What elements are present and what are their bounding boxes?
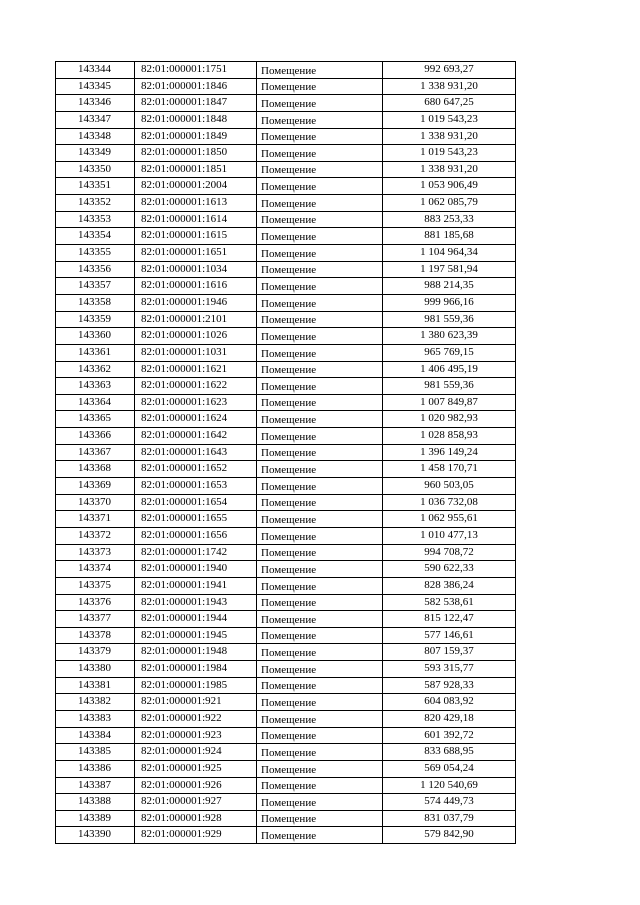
object-type-cell: Помещение (257, 428, 383, 445)
row-number-cell: 143346 (56, 95, 135, 112)
row-number-cell: 143365 (56, 411, 135, 428)
table-row (56, 544, 516, 561)
table-row (56, 444, 516, 461)
cadastral-value-cell: 965 769,15 (383, 344, 516, 361)
object-type-cell: Помещение (257, 511, 383, 528)
object-type-cell: Помещение (257, 294, 383, 311)
cadastral-value-cell: 833 688,95 (383, 744, 516, 761)
object-type-cell: Помещение (257, 211, 383, 228)
cadastral-number-cell: 82:01:000001:1613 (135, 195, 257, 212)
object-type-cell: Помещение (257, 378, 383, 395)
table-row (56, 278, 516, 295)
cadastral-number-cell: 82:01:000001:1031 (135, 344, 257, 361)
cadastral-value-cell: 881 185,68 (383, 228, 516, 245)
row-number-cell: 143386 (56, 760, 135, 777)
row-number-cell: 143357 (56, 278, 135, 295)
table-row (56, 760, 516, 777)
cadastral-number-cell: 82:01:000001:1985 (135, 677, 257, 694)
row-number-cell: 143374 (56, 561, 135, 578)
cadastral-number-cell: 82:01:000001:2004 (135, 178, 257, 195)
row-number-cell: 143383 (56, 710, 135, 727)
row-number-cell: 143349 (56, 145, 135, 162)
cadastral-value-cell: 831 037,79 (383, 810, 516, 827)
row-number-cell: 143353 (56, 211, 135, 228)
row-number-cell: 143376 (56, 594, 135, 611)
cadastral-number-cell: 82:01:000001:1944 (135, 611, 257, 628)
object-type-cell: Помещение (257, 594, 383, 611)
row-number-cell: 143354 (56, 228, 135, 245)
cadastral-value-cell: 992 693,27 (383, 62, 516, 79)
object-type-cell: Помещение (257, 777, 383, 794)
cadastral-number-cell: 82:01:000001:1655 (135, 511, 257, 528)
cadastral-number-cell: 82:01:000001:1623 (135, 394, 257, 411)
table-row (56, 527, 516, 544)
cadastral-number-cell: 82:01:000001:1642 (135, 428, 257, 445)
cadastral-value-cell: 981 559,36 (383, 378, 516, 395)
row-number-cell: 143385 (56, 744, 135, 761)
object-type-cell: Помещение (257, 710, 383, 727)
table-row (56, 161, 516, 178)
cadastral-value-cell: 593 315,77 (383, 661, 516, 678)
cadastral-value-cell: 1 458 170,71 (383, 461, 516, 478)
table-row (56, 461, 516, 478)
table-row (56, 328, 516, 345)
row-number-cell: 143351 (56, 178, 135, 195)
cadastral-value-cell: 569 054,24 (383, 760, 516, 777)
row-number-cell: 143381 (56, 677, 135, 694)
table-row (56, 777, 516, 794)
object-type-cell: Помещение (257, 677, 383, 694)
object-type-cell: Помещение (257, 627, 383, 644)
cadastral-value-cell: 1 406 495,19 (383, 361, 516, 378)
row-number-cell: 143373 (56, 544, 135, 561)
row-number-cell: 143355 (56, 245, 135, 262)
object-type-cell: Помещение (257, 245, 383, 262)
cadastral-value-table (55, 61, 516, 844)
table-row (56, 661, 516, 678)
cadastral-value-cell: 1 028 858,93 (383, 428, 516, 445)
table-row (56, 311, 516, 328)
cadastral-value-cell: 579 842,90 (383, 827, 516, 844)
row-number-cell: 143347 (56, 111, 135, 128)
object-type-cell: Помещение (257, 344, 383, 361)
row-number-cell: 143364 (56, 394, 135, 411)
object-type-cell: Помещение (257, 128, 383, 145)
object-type-cell: Помещение (257, 577, 383, 594)
table-row (56, 794, 516, 811)
table-row (56, 344, 516, 361)
table-row (56, 744, 516, 761)
table-row (56, 577, 516, 594)
table-row (56, 195, 516, 212)
row-number-cell: 143359 (56, 311, 135, 328)
cadastral-number-cell: 82:01:000001:1948 (135, 644, 257, 661)
table-row (56, 511, 516, 528)
row-number-cell: 143362 (56, 361, 135, 378)
cadastral-value-cell: 883 253,33 (383, 211, 516, 228)
cadastral-number-cell: 82:01:000001:1945 (135, 627, 257, 644)
cadastral-number-cell: 82:01:000001:1851 (135, 161, 257, 178)
cadastral-value-cell: 1 104 964,34 (383, 245, 516, 262)
object-type-cell: Помещение (257, 394, 383, 411)
cadastral-value-cell: 1 062 085,79 (383, 195, 516, 212)
table-row (56, 428, 516, 445)
row-number-cell: 143379 (56, 644, 135, 661)
table-row (56, 394, 516, 411)
row-number-cell: 143356 (56, 261, 135, 278)
table-row (56, 710, 516, 727)
table-row (56, 178, 516, 195)
table-row (56, 827, 516, 844)
row-number-cell: 143345 (56, 78, 135, 95)
cadastral-value-cell: 1 020 982,93 (383, 411, 516, 428)
cadastral-number-cell: 82:01:000001:1984 (135, 661, 257, 678)
cadastral-value-cell: 999 966,16 (383, 294, 516, 311)
cadastral-value-cell: 1 036 732,08 (383, 494, 516, 511)
object-type-cell: Помещение (257, 261, 383, 278)
object-type-cell: Помещение (257, 478, 383, 495)
cadastral-value-cell: 1 197 581,94 (383, 261, 516, 278)
cadastral-value-cell: 828 386,24 (383, 577, 516, 594)
object-type-cell: Помещение (257, 311, 383, 328)
table-row (56, 810, 516, 827)
row-number-cell: 143344 (56, 62, 135, 79)
cadastral-value-cell: 601 392,72 (383, 727, 516, 744)
cadastral-number-cell: 82:01:000001:1943 (135, 594, 257, 611)
cadastral-number-cell: 82:01:000001:1742 (135, 544, 257, 561)
table-row (56, 411, 516, 428)
object-type-cell: Помещение (257, 95, 383, 112)
row-number-cell: 143384 (56, 727, 135, 744)
cadastral-number-cell: 82:01:000001:1946 (135, 294, 257, 311)
cadastral-number-cell: 82:01:000001:1941 (135, 577, 257, 594)
row-number-cell: 143380 (56, 661, 135, 678)
object-type-cell: Помещение (257, 611, 383, 628)
object-type-cell: Помещение (257, 744, 383, 761)
cadastral-number-cell: 82:01:000001:924 (135, 744, 257, 761)
cadastral-number-cell: 82:01:000001:1656 (135, 527, 257, 544)
object-type-cell: Помещение (257, 178, 383, 195)
cadastral-number-cell: 82:01:000001:1615 (135, 228, 257, 245)
object-type-cell: Помещение (257, 145, 383, 162)
cadastral-value-cell: 1 380 623,39 (383, 328, 516, 345)
object-type-cell: Помещение (257, 328, 383, 345)
object-type-cell: Помещение (257, 444, 383, 461)
table-row (56, 378, 516, 395)
object-type-cell: Помещение (257, 810, 383, 827)
cadastral-value-cell: 815 122,47 (383, 611, 516, 628)
cadastral-number-cell: 82:01:000001:1940 (135, 561, 257, 578)
table-row (56, 245, 516, 262)
table-row (56, 361, 516, 378)
cadastral-value-cell: 988 214,35 (383, 278, 516, 295)
row-number-cell: 143390 (56, 827, 135, 844)
object-type-cell: Помещение (257, 62, 383, 79)
row-number-cell: 143348 (56, 128, 135, 145)
cadastral-value-cell: 994 708,72 (383, 544, 516, 561)
cadastral-value-cell: 590 622,33 (383, 561, 516, 578)
table-row (56, 627, 516, 644)
cadastral-number-cell: 82:01:000001:1624 (135, 411, 257, 428)
object-type-cell: Помещение (257, 411, 383, 428)
cadastral-number-cell: 82:01:000001:1653 (135, 478, 257, 495)
cadastral-value-cell: 582 538,61 (383, 594, 516, 611)
table-row (56, 95, 516, 112)
object-type-cell: Помещение (257, 561, 383, 578)
cadastral-number-cell: 82:01:000001:1616 (135, 278, 257, 295)
object-type-cell: Помещение (257, 727, 383, 744)
object-type-cell: Помещение (257, 195, 383, 212)
object-type-cell: Помещение (257, 461, 383, 478)
object-type-cell: Помещение (257, 494, 383, 511)
object-type-cell: Помещение (257, 111, 383, 128)
cadastral-value-cell: 1 396 149,24 (383, 444, 516, 461)
table-row (56, 611, 516, 628)
cadastral-number-cell: 82:01:000001:1654 (135, 494, 257, 511)
row-number-cell: 143372 (56, 527, 135, 544)
object-type-cell: Помещение (257, 78, 383, 95)
cadastral-value-cell: 587 928,33 (383, 677, 516, 694)
object-type-cell: Помещение (257, 228, 383, 245)
cadastral-value-cell: 577 146,61 (383, 627, 516, 644)
table-row (56, 261, 516, 278)
table-row (56, 228, 516, 245)
object-type-cell: Помещение (257, 694, 383, 711)
table-row (56, 128, 516, 145)
row-number-cell: 143382 (56, 694, 135, 711)
table-body (56, 62, 516, 844)
row-number-cell: 143352 (56, 195, 135, 212)
cadastral-number-cell: 82:01:000001:1848 (135, 111, 257, 128)
cadastral-value-cell: 1 338 931,20 (383, 128, 516, 145)
cadastral-number-cell: 82:01:000001:1621 (135, 361, 257, 378)
table-row (56, 677, 516, 694)
row-number-cell: 143361 (56, 344, 135, 361)
cadastral-number-cell: 82:01:000001:1847 (135, 95, 257, 112)
table-row (56, 694, 516, 711)
cadastral-number-cell: 82:01:000001:1751 (135, 62, 257, 79)
row-number-cell: 143366 (56, 428, 135, 445)
row-number-cell: 143368 (56, 461, 135, 478)
cadastral-value-cell: 960 503,05 (383, 478, 516, 495)
cadastral-number-cell: 82:01:000001:1846 (135, 78, 257, 95)
table-row (56, 78, 516, 95)
row-number-cell: 143371 (56, 511, 135, 528)
table-row (56, 294, 516, 311)
row-number-cell: 143389 (56, 810, 135, 827)
cadastral-value-cell: 604 083,92 (383, 694, 516, 711)
cadastral-value-cell: 1 019 543,23 (383, 145, 516, 162)
cadastral-number-cell: 82:01:000001:923 (135, 727, 257, 744)
cadastral-number-cell: 82:01:000001:1614 (135, 211, 257, 228)
cadastral-number-cell: 82:01:000001:925 (135, 760, 257, 777)
cadastral-value-cell: 807 159,37 (383, 644, 516, 661)
table-row (56, 478, 516, 495)
cadastral-value-cell: 1 019 543,23 (383, 111, 516, 128)
cadastral-value-cell: 1 007 849,87 (383, 394, 516, 411)
cadastral-number-cell: 82:01:000001:929 (135, 827, 257, 844)
row-number-cell: 143388 (56, 794, 135, 811)
row-number-cell: 143367 (56, 444, 135, 461)
cadastral-number-cell: 82:01:000001:1643 (135, 444, 257, 461)
cadastral-value-cell: 820 429,18 (383, 710, 516, 727)
table-row (56, 594, 516, 611)
row-number-cell: 143363 (56, 378, 135, 395)
row-number-cell: 143370 (56, 494, 135, 511)
table-row (56, 211, 516, 228)
cadastral-number-cell: 82:01:000001:926 (135, 777, 257, 794)
cadastral-value-cell: 1 338 931,20 (383, 161, 516, 178)
object-type-cell: Помещение (257, 161, 383, 178)
table-row (56, 727, 516, 744)
cadastral-value-cell: 1 062 955,61 (383, 511, 516, 528)
row-number-cell: 143377 (56, 611, 135, 628)
cadastral-number-cell: 82:01:000001:2101 (135, 311, 257, 328)
cadastral-number-cell: 82:01:000001:928 (135, 810, 257, 827)
cadastral-number-cell: 82:01:000001:1652 (135, 461, 257, 478)
cadastral-number-cell: 82:01:000001:921 (135, 694, 257, 711)
cadastral-value-cell: 680 647,25 (383, 95, 516, 112)
object-type-cell: Помещение (257, 661, 383, 678)
row-number-cell: 143378 (56, 627, 135, 644)
object-type-cell: Помещение (257, 361, 383, 378)
object-type-cell: Помещение (257, 527, 383, 544)
object-type-cell: Помещение (257, 794, 383, 811)
table-row (56, 561, 516, 578)
cadastral-value-cell: 981 559,36 (383, 311, 516, 328)
cadastral-number-cell: 82:01:000001:1850 (135, 145, 257, 162)
cadastral-number-cell: 82:01:000001:922 (135, 710, 257, 727)
table-row (56, 644, 516, 661)
cadastral-number-cell: 82:01:000001:1849 (135, 128, 257, 145)
row-number-cell: 143358 (56, 294, 135, 311)
cadastral-value-cell: 1 120 540,69 (383, 777, 516, 794)
cadastral-value-cell: 1 010 477,13 (383, 527, 516, 544)
object-type-cell: Помещение (257, 827, 383, 844)
cadastral-number-cell: 82:01:000001:1034 (135, 261, 257, 278)
table-row (56, 145, 516, 162)
object-type-cell: Помещение (257, 544, 383, 561)
object-type-cell: Помещение (257, 760, 383, 777)
table-row (56, 62, 516, 79)
cadastral-number-cell: 82:01:000001:1651 (135, 245, 257, 262)
row-number-cell: 143350 (56, 161, 135, 178)
cadastral-value-cell: 574 449,73 (383, 794, 516, 811)
row-number-cell: 143369 (56, 478, 135, 495)
row-number-cell: 143360 (56, 328, 135, 345)
cadastral-number-cell: 82:01:000001:1622 (135, 378, 257, 395)
cadastral-number-cell: 82:01:000001:1026 (135, 328, 257, 345)
row-number-cell: 143387 (56, 777, 135, 794)
cadastral-number-cell: 82:01:000001:927 (135, 794, 257, 811)
table-row (56, 494, 516, 511)
object-type-cell: Помещение (257, 644, 383, 661)
cadastral-value-cell: 1 053 906,49 (383, 178, 516, 195)
object-type-cell: Помещение (257, 278, 383, 295)
cadastral-value-cell: 1 338 931,20 (383, 78, 516, 95)
table-row (56, 111, 516, 128)
row-number-cell: 143375 (56, 577, 135, 594)
